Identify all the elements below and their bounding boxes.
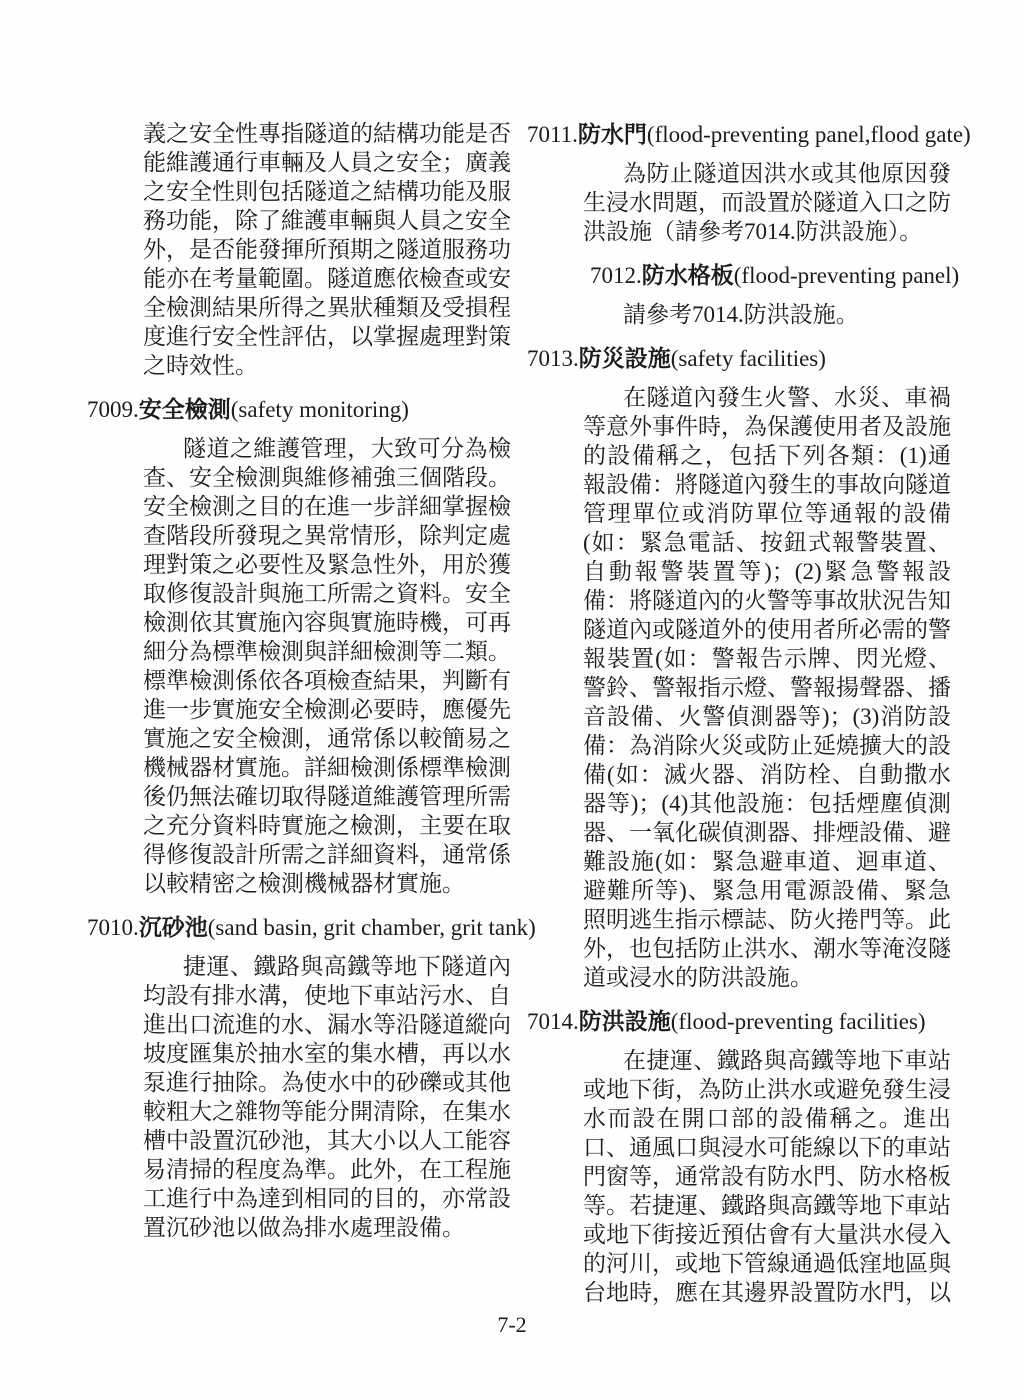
entry-heading: [590, 260, 960, 291]
page-number: 7-2: [497, 1312, 527, 1337]
entry-term: 安全檢測: [138, 396, 231, 422]
continuation-paragraph: 義之安全性專指隧道的結構功能是否能維護通行車輛及人員之安全；廣義之安全性則包括隧道之結構功能及服務功能，除了維護車輛與人員之安全外，是否能發揮所預期之隧道服務功能亦在考量範圍。隧道應依檢查或安全檢測結果所得之異狀種類及受損程度進行安全性評估，以掌握處理對策之時效性。: [143, 121, 511, 378]
entry-term: 防水格板: [641, 262, 734, 288]
right-column: [527, 119, 971, 1307]
entry-english-gloss: (safety facilities): [670, 346, 826, 371]
entry-term: 防災設施: [578, 345, 671, 371]
entry-definition: 為防止隧道因洪水或其他原因發生浸水問題，而設置於隧道入口之防洪設施（請參考7014.防洪設施）。: [583, 161, 951, 244]
glossary-entry-7011: [527, 119, 971, 246]
entry-definition: 捷運、鐵路與高鐵等地下隧道內均設有排水溝，使地下車站污水、自進出口流進的水、漏水等沿隧道縱向坡度匯集於抽水室的集水槽，再以水泵進行抽除。為使水中的砂礫或其他較粗大之雜物等能分開清除，在集水槽中設置沉砂池，其大小以人工能容易清掃的程度為準。此外，在工程施工進行中為達到相同的目的，亦常設置沉砂池以做為排水處理設備。: [143, 954, 511, 1240]
entry-number: 7010.: [87, 915, 139, 940]
entry-term: 防水門: [577, 121, 647, 147]
entry-english-gloss: (flood-preventing panel): [733, 263, 960, 288]
entry-heading: [527, 119, 971, 150]
entry-definition: 在隧道內發生火警、水災、車禍等意外事件時，為保護使用者及設施的設備稱之，包括下列各類：(1)通報設備：將隧道內發生的事故向隧道管理單位或消防單位等通報的設備(如：緊急電話、按鈕式報警裝置、自動報警裝置等)；(2)緊急警報設備：將隧道內的火警等事故狀況告知隧道內或隧道外的使用者所必需的警報裝置(如：警報告示牌、閃光燈、警鈴、警報指示燈、警報揚聲器、播音設備、火警偵測器等)；(3)消防設備：為消除火災或防止延燒擴大的設備(如：滅火器、消防栓、自動撒水器等)；(4)其他設施：包括煙塵偵測器、一氧化碳偵測器、排煙設備、避難設施(如：緊急避車道、迴車道、避難所等)、緊急用電源設備、緊急照明逃生指示標誌、防火捲門等。此外，也包括防止洪水、潮水等淹沒隧道或浸水的防洪設施。: [583, 385, 951, 990]
entry-heading: [527, 343, 951, 374]
entry-number: 7012.: [590, 263, 642, 288]
entry-definition: 在捷運、鐵路與高鐵等地下車站或地下街，為防止洪水或避免發生浸水而設在開口部的設備稱之。進出口、通風口與浸水可能線以下的車站門窗等，通常設有防水門、防水格板等。若捷運、鐵路與高鐵等地下車站或地下街接近預估會有大量洪水侵入的河川，或地下管線通過低窪地區與台地時，應在其邊界設置防水門，以: [583, 1048, 951, 1305]
glossary-entry-7012: [527, 260, 960, 329]
entry-number: 7011.: [527, 122, 578, 147]
entry-term: 沉砂池: [138, 914, 208, 940]
entry-number: 7013.: [527, 346, 579, 371]
glossary-entry-7010: [87, 912, 536, 1242]
entry-english-gloss: (flood-preventing panel,flood gate): [646, 122, 971, 147]
entry-term: 防洪設施: [578, 1008, 671, 1034]
entry-definition: 請參考7014.防洪設施。: [623, 302, 859, 327]
entry-english-gloss: (flood-preventing facilities): [670, 1009, 926, 1034]
entry-number: 7009.: [87, 397, 139, 422]
entry-number: 7014.: [527, 1009, 579, 1034]
glossary-entry-7009: [87, 394, 511, 898]
left-column: [87, 119, 536, 1242]
entry-heading: [87, 394, 511, 425]
entry-english-gloss: (safety monitoring): [230, 397, 409, 422]
entry-heading: [87, 912, 536, 943]
entry-heading: [527, 1006, 951, 1037]
entry-definition: 隧道之維護管理，大致可分為檢查、安全檢測與維修補強三個階段。安全檢測之目的在進一步詳細掌握檢查階段所發現之異常情形，除判定處理對策之必要性及緊急性外，用於獲取修復設計與施工所需之資料。安全檢測依其實施內容與實施時機，可再細分為標準檢測與詳細檢測等二類。標準檢測係依各項檢查結果，判斷有進一步實施安全檢測必要時，應優先實施之安全檢測，通常係以較簡易之機械器材實施。詳細檢測係標準檢測後仍無法確切取得隧道維護管理所需之充分資料時實施之檢測，主要在取得修復設計所需之詳細資料，通常係以較精密之檢測機械器材實施。: [143, 436, 511, 896]
glossary-entry-7014: [527, 1006, 951, 1307]
glossary-entry-7013: [527, 343, 951, 992]
entry-english-gloss: (sand basin, grit chamber, grit tank): [207, 915, 536, 940]
